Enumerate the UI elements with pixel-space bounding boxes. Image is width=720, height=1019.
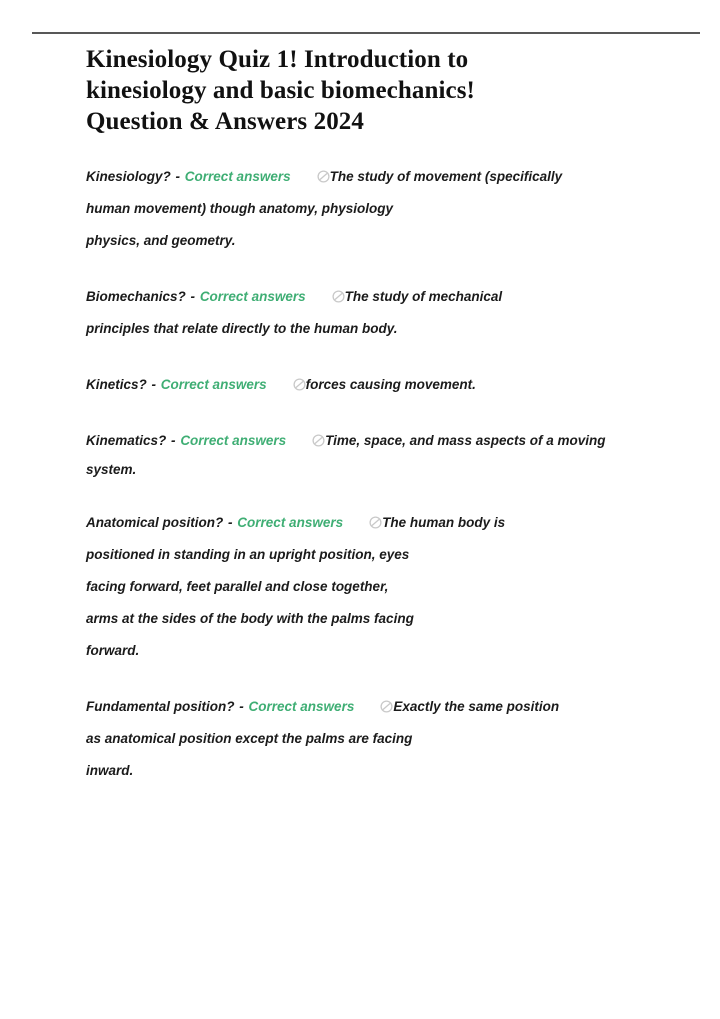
qa-head	[86, 691, 666, 723]
question-answer-separator: -	[151, 377, 157, 392]
qa-head	[86, 369, 666, 401]
correct-answers-label: Correct answers	[160, 377, 267, 392]
answer-line: Time, space, and mass aspects of a moving	[325, 433, 606, 448]
question-text: Biomechanics?	[86, 289, 186, 304]
answer-line: facing forward, feet parallel and close together,	[86, 579, 389, 594]
answer-line: The study of movement (specifically	[329, 169, 563, 184]
question-text: Kinetics?	[86, 377, 147, 392]
qa-list	[86, 161, 666, 787]
qa-block	[86, 425, 666, 483]
question-text: Fundamental position?	[86, 699, 235, 714]
qa-block	[86, 161, 666, 257]
qa-block	[86, 281, 666, 345]
slashed-circle-icon	[293, 378, 306, 391]
correct-answers-label: Correct answers	[184, 169, 291, 184]
correct-answers-label: Correct answers	[199, 289, 306, 304]
answer-line: principles that relate directly to the human body.	[86, 321, 398, 336]
slashed-circle-icon	[312, 434, 325, 447]
question-answer-separator: -	[239, 699, 244, 714]
question-answer-separator: -	[228, 515, 233, 530]
header-divider	[32, 32, 700, 34]
answer-line: positioned in standing in an upright position, eyes	[86, 547, 410, 562]
question-answer-separator: -	[190, 289, 196, 304]
question-text: Anatomical position?	[86, 515, 224, 530]
answer-line: as anatomical position except the palms are facing	[86, 731, 413, 746]
answer-line: human movement) though anatomy, physiology	[86, 201, 394, 216]
answer-line: physics, and geometry.	[86, 233, 236, 248]
question-answer-separator: -	[175, 169, 181, 184]
correct-answers-label: Correct answers	[248, 699, 355, 714]
qa-block	[86, 507, 666, 667]
qa-block	[86, 369, 666, 401]
answer-line: system.	[86, 462, 137, 477]
page-title: Kinesiology Quiz 1! Introduction to kinesiology and basic biomechanics! Question & Answers 2024	[86, 46, 475, 135]
qa-head	[86, 507, 666, 539]
correct-answers-label: Correct answers	[237, 515, 344, 530]
answer-line: The study of mechanical	[344, 289, 503, 304]
answer-line: Exactly the same position	[393, 699, 560, 714]
answer-line: inward.	[86, 763, 134, 778]
slashed-circle-icon	[317, 170, 330, 183]
slashed-circle-icon	[369, 516, 382, 529]
correct-answers-label: Correct answers	[180, 433, 287, 448]
answer-line: arms at the sides of the body with the palms facing	[86, 611, 414, 626]
slashed-circle-icon	[380, 700, 393, 713]
question-text: Kinesiology?	[86, 169, 171, 184]
document-content	[86, 44, 666, 811]
qa-head	[86, 281, 666, 313]
question-answer-separator: -	[171, 433, 176, 448]
answer-line: forward.	[86, 643, 140, 658]
question-text: Kinematics?	[86, 433, 167, 448]
qa-block	[86, 691, 666, 787]
qa-head	[86, 425, 666, 457]
slashed-circle-icon	[332, 290, 345, 303]
qa-head	[86, 161, 666, 193]
answer-line: The human body is	[382, 515, 506, 530]
answer-line: forces causing movement.	[305, 377, 476, 392]
